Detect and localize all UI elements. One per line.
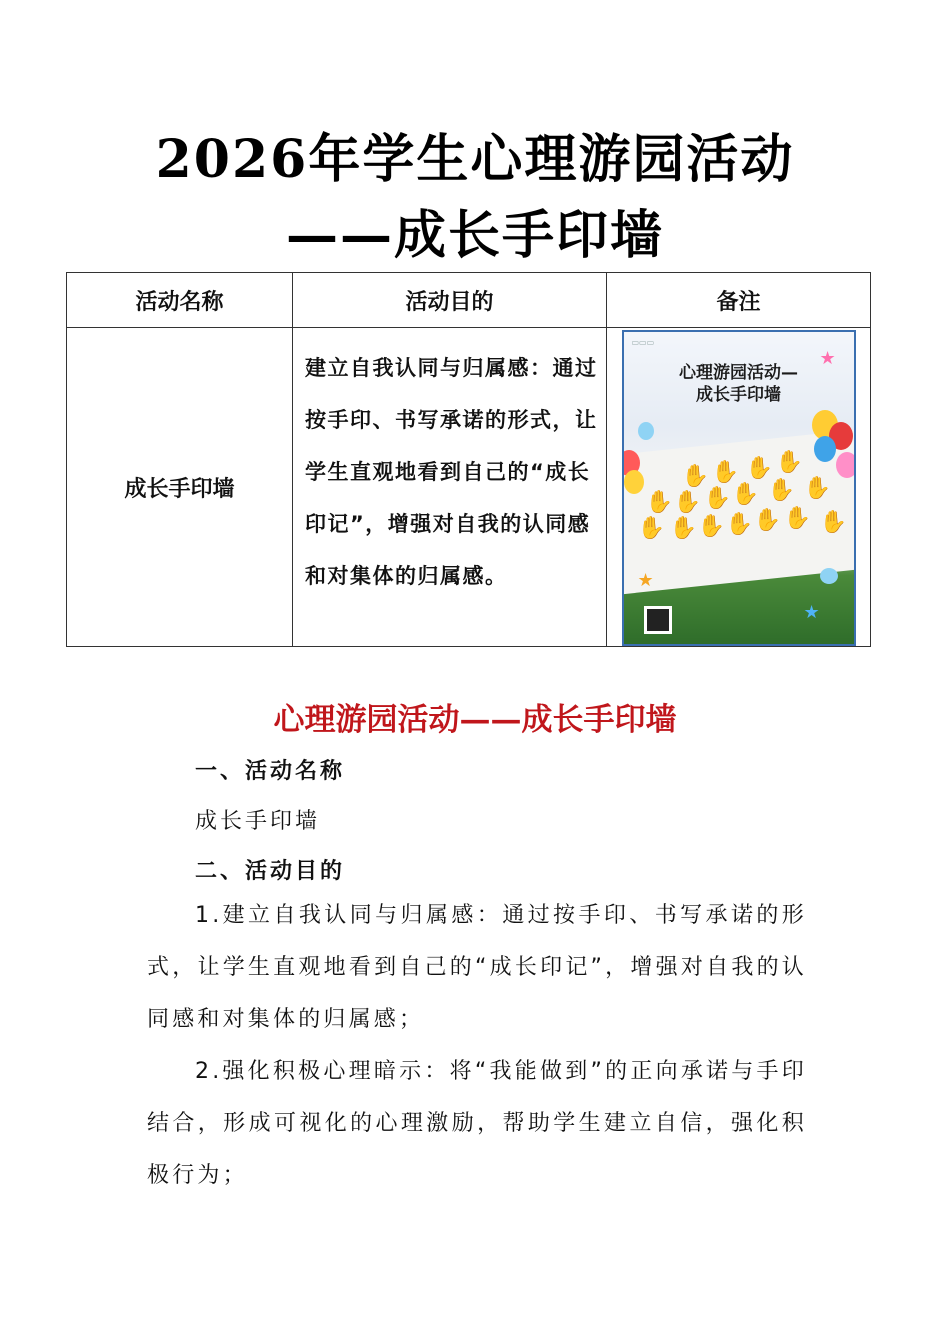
- cell-remarks: [607, 328, 871, 647]
- balloon-icon: [624, 470, 644, 494]
- table-header-row: [67, 273, 871, 328]
- handprint-icon: ✋: [753, 508, 781, 533]
- section-1-title: 一、活动名称: [195, 759, 346, 784]
- handprint-icon: ✋: [783, 506, 811, 531]
- star-icon: ★: [637, 570, 654, 591]
- handprint-icon: ✋: [645, 490, 673, 515]
- cell-activity-name: 成长手印墙: [67, 328, 293, 647]
- handprint-icon: ✋: [767, 478, 795, 503]
- handprint-icon: ✋: [819, 510, 847, 535]
- handprint-icon: ✋: [745, 456, 773, 481]
- handprint-icon: ✋: [725, 512, 753, 537]
- section-2-title: 二、活动目的: [195, 859, 346, 884]
- poster-title-line-2: 成长手印墙: [696, 385, 781, 405]
- balloon-icon: [836, 452, 856, 478]
- table-row: [67, 328, 871, 647]
- cell-activity-purpose: 建立自我认同与归属感：通过按手印、书写承诺的形式，让学生直观地看到自己的“成长印记”，增强对自我的认同感和对集体的归属感。: [293, 328, 607, 647]
- header-activity-purpose: 活动目的: [293, 273, 607, 328]
- poster-title: [624, 362, 854, 406]
- handprint-icon: ✋: [637, 516, 665, 541]
- star-icon: ★: [803, 602, 820, 623]
- activity-table: [66, 272, 871, 647]
- document-title-line-2: ——成长手印墙: [285, 205, 664, 266]
- handprint-icon: ✋: [731, 482, 759, 507]
- balloon-icon: [814, 436, 836, 462]
- handprint-icon: ✋: [681, 464, 709, 489]
- paragraph-2: 2.强化积极心理暗示：将“我能做到”的正向承诺与手印结合，形成可视化的心理激励，帮助学生建立自信，强化积极行为；: [147, 1059, 807, 1188]
- handprint-icon: ✋: [711, 460, 739, 485]
- handprint-icon: ✋: [775, 450, 803, 475]
- handprint-wall-poster-image: [622, 330, 856, 646]
- speech-bubble-icon: [638, 422, 654, 440]
- paragraph-1: 1.建立自我认同与归属感：通过按手印、书写承诺的形式，让学生直观地看到自己的“成长印记”，增强对自我的认同感和对集体的归属感；: [147, 903, 807, 1032]
- handprint-icon: ✋: [703, 486, 731, 511]
- section-1-text: 成长手印墙: [195, 809, 321, 834]
- star-icon: ★: [819, 348, 836, 369]
- poster-corner-tag: ▭▭▭: [631, 338, 655, 347]
- handprint-icon: ✋: [803, 476, 831, 501]
- section-heading: 心理游园活动——成长手印墙: [273, 702, 677, 738]
- poster-title-line-1: 心理游园活动—: [679, 363, 798, 383]
- handprint-icon: ✋: [673, 490, 701, 515]
- handprint-icon: ✋: [697, 514, 725, 539]
- handprint-icon: ✋: [669, 516, 697, 541]
- header-remarks: 备注: [607, 273, 871, 328]
- header-activity-name: 活动名称: [67, 273, 293, 328]
- document-title-line-1: 2026年学生心理游园活动: [155, 129, 795, 190]
- qr-code-icon: [644, 606, 672, 634]
- speech-bubble-icon: [820, 568, 838, 584]
